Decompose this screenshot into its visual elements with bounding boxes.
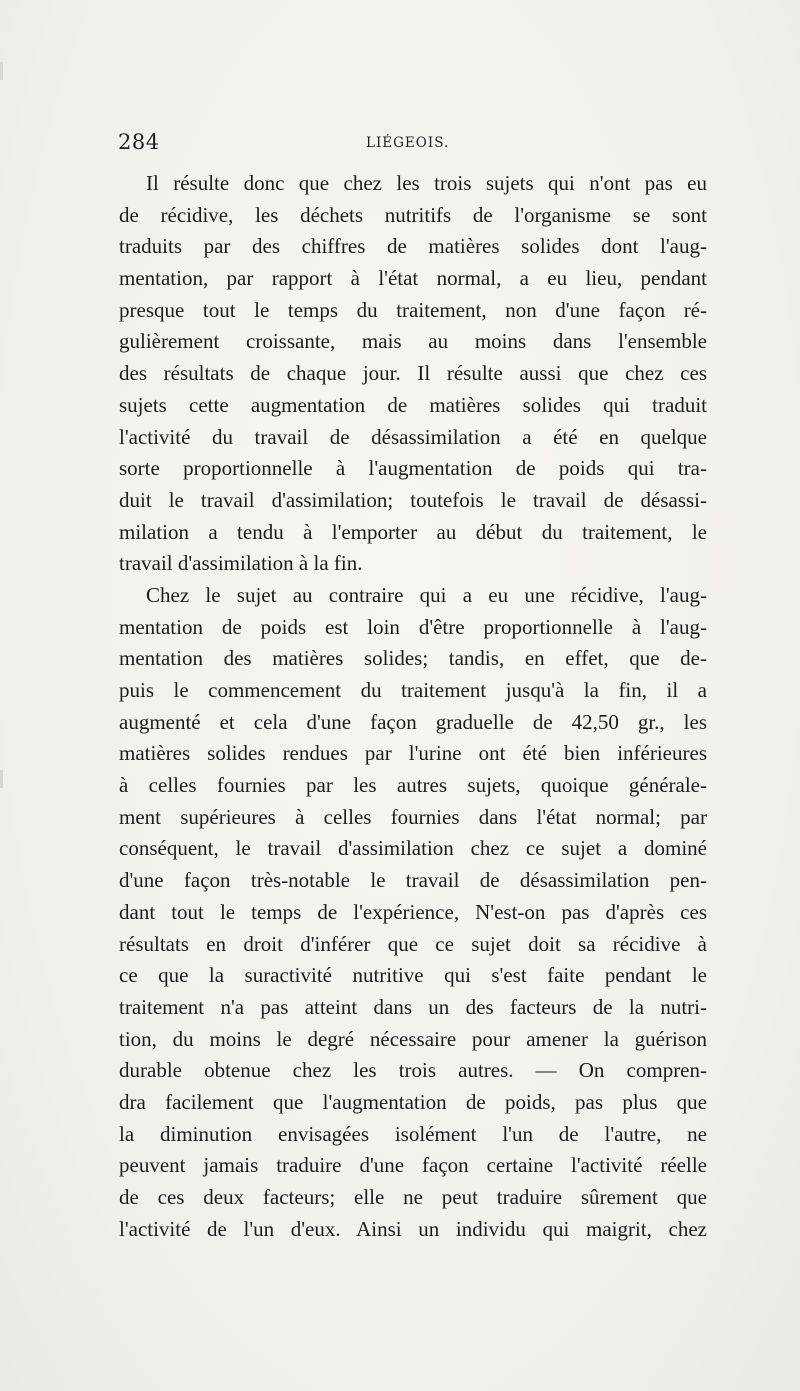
text-line: la diminution envisagées isolément l'un de l'autre, ne <box>119 1121 707 1146</box>
body-text <box>119 168 707 1245</box>
paragraph-1 <box>119 168 707 580</box>
text-line: sujets cette augmentation de matières solides qui traduit <box>119 392 707 417</box>
text-line: dra facilement que l'augmentation de poids, pas plus que <box>119 1089 707 1114</box>
text-line: des résultats de chaque jour. Il résulte aussi que chez ces <box>119 361 707 386</box>
text-line: presque tout le temps du traitement, non d'une façon ré- <box>119 297 707 322</box>
text-line: l'activité du travail de désassimilation a été en quelque <box>119 424 707 449</box>
text-line: mentation, par rapport à l'état normal, a eu lieu, pendant <box>119 266 707 291</box>
text-line: travail d'assimilation à la fin. <box>119 551 363 576</box>
text-line: Il résulte donc que chez les trois sujets qui n'ont pas eu <box>146 171 707 195</box>
text-line: Chez le sujet au contraire qui a eu une récidive, l'aug- <box>146 582 707 607</box>
page-edge-mark <box>0 770 3 788</box>
text-line: traduits par des chiffres de matières solides dont l'aug- <box>119 234 707 259</box>
running-head: LIÉGEOIS. <box>366 135 450 151</box>
text-line: dant tout le temps de l'expérience, N'est-on pas d'après ces <box>119 899 707 924</box>
text-line: résultats en droit d'inférer que ce sujet doit sa récidive à <box>119 931 707 956</box>
text-line: tion, du moins le degré nécessaire pour amener la guérison <box>119 1026 707 1051</box>
text-line: traitement n'a pas atteint dans un des facteurs de la nutri- <box>119 994 707 1019</box>
text-line: durable obtenue chez les trois autres. — On compren- <box>119 1058 707 1083</box>
text-line: augmenté et cela d'une façon graduelle de 42,50 gr., les <box>119 709 707 734</box>
text-line: de ces deux facteurs; elle ne peut traduire sûrement que <box>119 1185 707 1209</box>
text-line: duit le travail d'assimilation; toutefois le travail de désassi- <box>119 487 707 512</box>
page-number: 284 <box>118 130 160 154</box>
text-line: peuvent jamais traduire d'une façon certaine l'activité réelle <box>119 1153 707 1178</box>
text-line: gulièrement croissante, mais au moins dans l'ensemble <box>119 329 707 354</box>
text-line: puis le commencement du traitement jusqu'à la fin, il a <box>119 678 707 702</box>
page-edge-mark <box>0 62 3 80</box>
text-line: d'une façon très-notable le travail de désassimilation pen- <box>119 868 707 893</box>
text-line: sorte proportionnelle à l'augmentation de poids qui tra- <box>119 456 707 481</box>
text-line: de récidive, les déchets nutritifs de l'organisme se sont <box>119 202 707 227</box>
paragraph-2 <box>119 580 707 1245</box>
text-line: à celles fournies par les autres sujets, quoique générale- <box>119 773 707 798</box>
text-line: milation a tendu à l'emporter au début du traitement, le <box>119 519 707 544</box>
text-line: l'activité de l'un d'eux. Ainsi un individu qui maigrit, chez <box>119 1216 707 1241</box>
text-line: ment supérieures à celles fournies dans l'état normal; par <box>119 804 707 829</box>
page-header <box>118 130 708 158</box>
text-line: ce que la suractivité nutritive qui s'est faite pendant le <box>119 963 707 988</box>
text-line: conséquent, le travail d'assimilation chez ce sujet a dominé <box>119 836 707 861</box>
text-line: mentation des matières solides; tandis, en effet, que de- <box>119 646 707 671</box>
text-line: matières solides rendues par l'urine ont été bien inférieures <box>119 741 707 766</box>
text-line: mentation de poids est loin d'être proportionnelle à l'aug- <box>119 614 707 639</box>
